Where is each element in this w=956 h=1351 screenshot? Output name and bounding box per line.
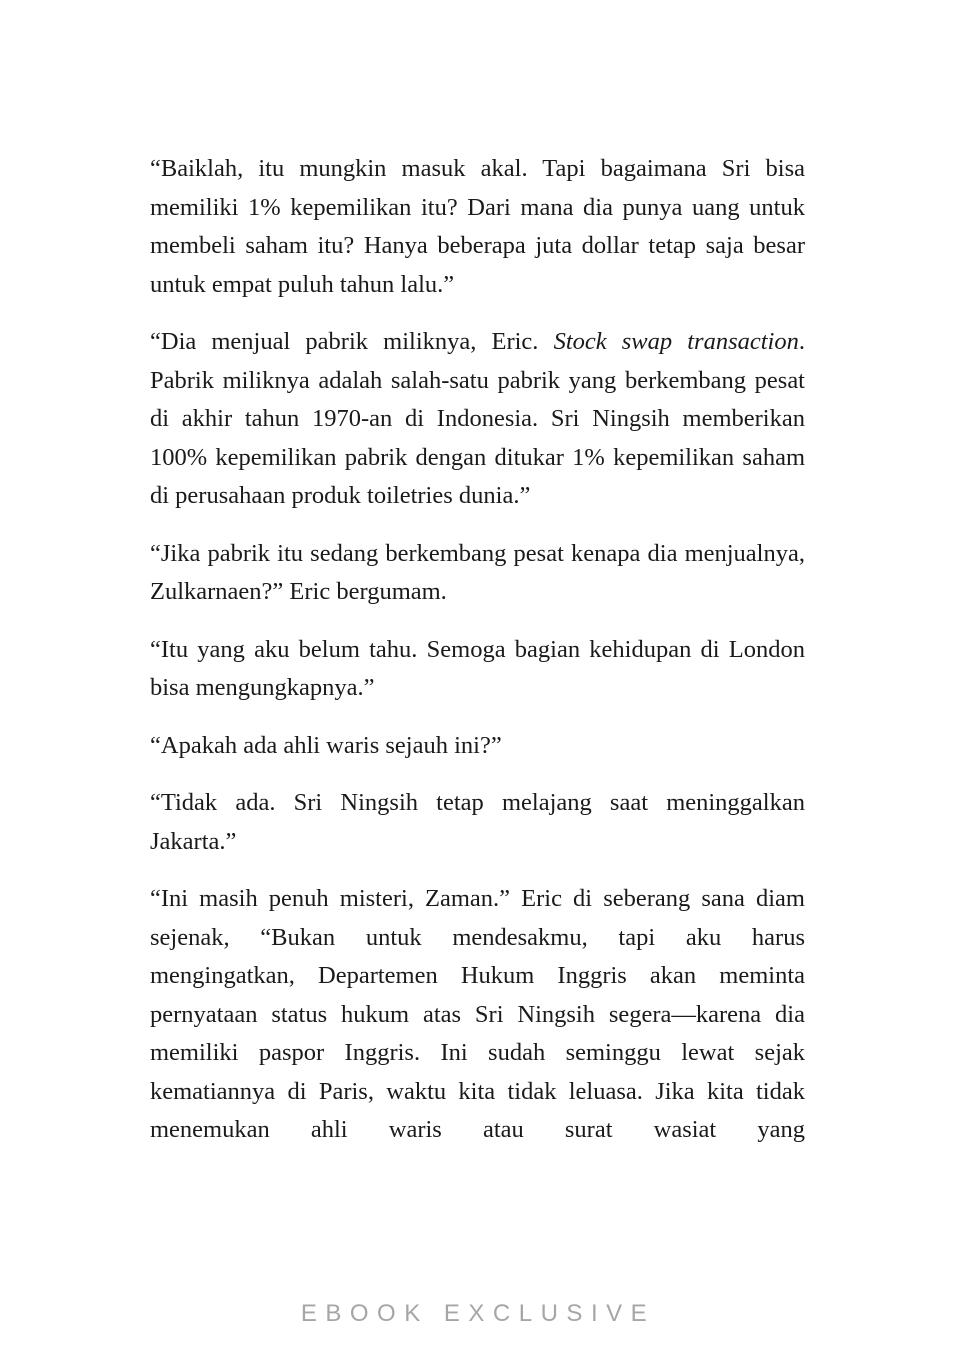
paragraph-2 [150,323,805,516]
paragraph-4: “Itu yang aku belum tahu. Semoga bagian kehidupan di London bisa mengungkapnya.” [150,635,805,701]
paragraph-2-rest: . Pabrik miliknya adalah salah-satu pabrik yang berkembang pesat di akhir tahun 1970-an di Indonesia. Sri Ningsih memberikan 100% kepemilikan pabrik dengan ditukar 1% kepemilikan saham di perusahaan produk toiletries dunia.” [150,328,805,509]
paragraph-1: “Baiklah, itu mungkin masuk akal. Tapi bagaimana Sri bisa memiliki 1% kepemilikan itu? Dari mana dia punya uang untuk membeli saham itu? Hanya beberapa juta dollar tetap saja besar untuk empat puluh tahun lalu.” [150,155,805,298]
paragraph-2-lead: “Dia menjual pabrik miliknya, Eric. [150,328,554,355]
paragraph-2-italic-term: Stock swap transaction [553,328,799,355]
ebook-exclusive-footer: EBOOK EXCLUSIVE [300,1300,656,1327]
page-body [150,150,805,1169]
paragraph-7: “Ini masih penuh misteri, Zaman.” Eric di seberang sana diam sejenak, “Bukan untuk mendesakmu, tapi aku harus mengingatkan, Departemen Hukum Inggris akan meminta pernyataan status hukum atas Sri Ningsih segera—karena dia memiliki paspor Inggris. Ini sudah seminggu lewat sejak kematiannya di Paris, waktu kita tidak leluasa. Jika kita tidak menemukan ahli waris atau surat wasiat yang [150,885,805,1143]
paragraph-6: “Tidak ada. Sri Ningsih tetap melajang saat meninggalkan Jakarta.” [150,789,805,855]
paragraph-3: “Jika pabrik itu sedang berkembang pesat kenapa dia menjualnya, Zulkarnaen?” Eric bergumam. [150,539,805,605]
paragraph-5: “Apakah ada ahli waris sejauh ini?” [150,731,502,759]
